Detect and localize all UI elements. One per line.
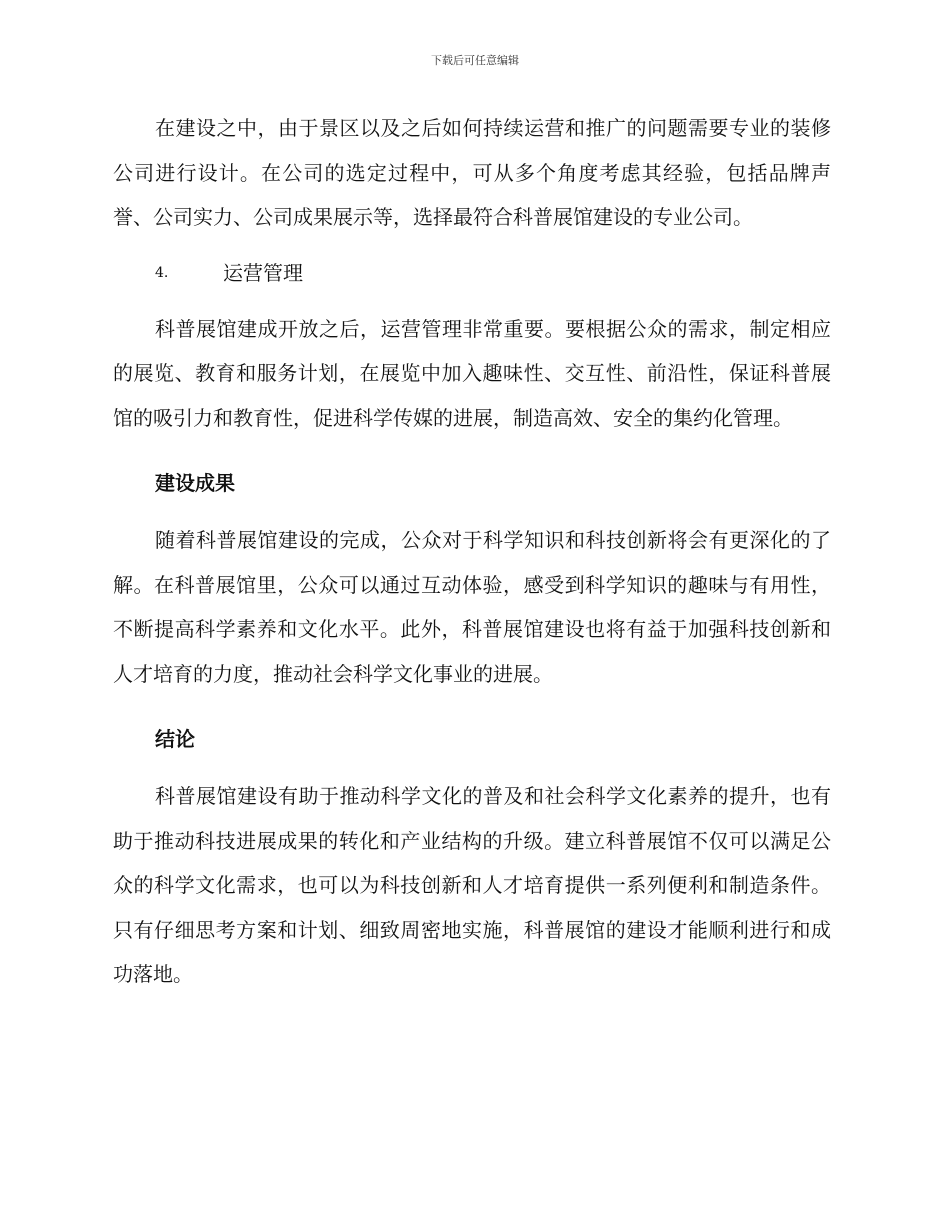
paragraph-results: 随着科普展馆建设的完成，公众对于科学知识和科技创新将会有更深化的了解。在科普展馆里，公众可以通过互动体验，感受到科学知识的趣味与有用性，不断提高科学素养和文化水平。此外，科普展馆建设也将有益于加强科技创新和人才培育的力度，推动社会科学文化事业的进展。: [113, 528, 831, 686]
page-header-note: 下载后可任意编辑: [431, 54, 519, 67]
document-body: [113, 106, 831, 997]
heading-conclusion: 结论: [155, 727, 195, 751]
section-heading-operations: [113, 251, 831, 295]
paragraph-conclusion: 科普展馆建设有助于推动科学文化的普及和社会科学文化素养的提升，也有助于推动科技进展成果的转化和产业结构的升级。建立科普展馆不仅可以满足公众的科学文化需求，也可以为科技创新和人才培育提供一系列便利和制造条件。只有仔细思考方案和计划、细致周密地实施，科普展馆的建设才能顺利进行和成功落地。: [113, 784, 831, 986]
section-number: 4.: [155, 264, 169, 281]
section-title: 运营管理: [223, 260, 303, 285]
paragraph-company-selection: 在建设之中，由于景区以及之后如何持续运营和推广的问题需要专业的装修公司进行设计。在公司的选定过程中，可从多个角度考虑其经验，包括品牌声誉、公司实力、公司成果展示等，选择最符合科普展馆建设的专业公司。: [113, 116, 831, 229]
heading-construction-results: 建设成果: [155, 471, 235, 495]
paragraph-operations: 科普展馆建成开放之后，运营管理非常重要。要根据公众的需求，制定相应的展览、教育和服务计划，在展览中加入趣味性、交互性、前沿性，保证科普展馆的吸引力和教育性，促进科学传媒的进展，制造高效、安全的集约化管理。: [113, 316, 831, 430]
